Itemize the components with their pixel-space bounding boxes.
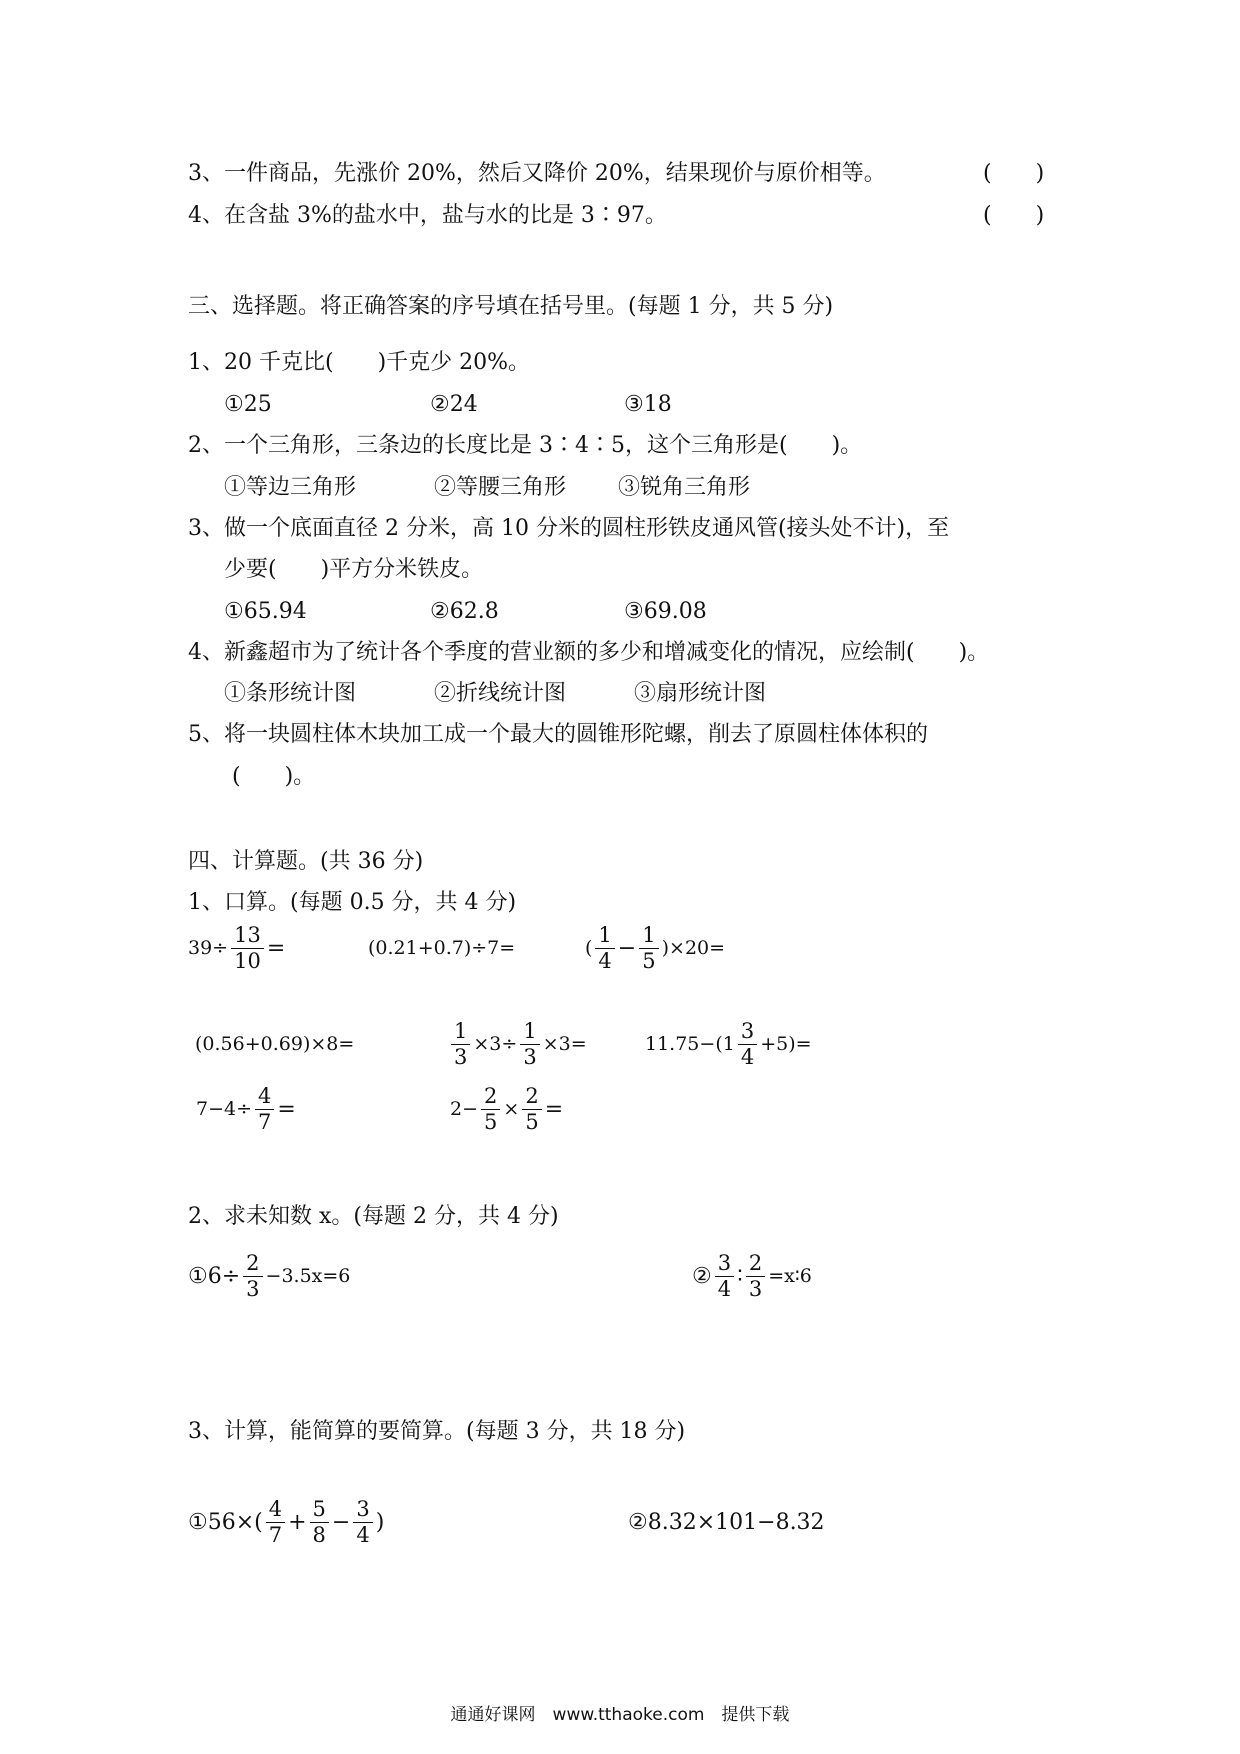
simplify-expr-2: ②8.32×101−8.32: [628, 1509, 825, 1535]
choice-heading: 三、选择题。将正确答案的序号填在括号里。(每题 1 分，共 5 分): [188, 294, 834, 319]
judgement-q4: 4、在含盐 3%的盐水中，盐与水的比是 3∶97。: [188, 203, 667, 228]
judgement-q3: 3、一件商品，先涨价 20%，然后又降价 20%，结果现价与原价相等。: [188, 161, 886, 186]
solve-eq-2: ② $\frac{3}{4}$ ∶ $\frac{2}{3}$ =x∶6: [692, 1250, 812, 1301]
choice-q2-opt3: ③锐角三角形: [618, 475, 751, 500]
choice-q5-line1: 5、将一块圆柱体木块加工成一个最大的圆锥形陀螺，削去了原圆柱体体积的: [188, 722, 928, 747]
fraction: $\frac{13}{10}$: [231, 925, 264, 972]
choice-q4: 4、新鑫超市为了统计各个季度的营业额的多少和增减变化的情况，应绘制( )。: [188, 640, 990, 665]
judgement-q3-blank[interactable]: ( ): [983, 161, 1045, 186]
choice-q3-opt2: ②62.8: [430, 599, 499, 624]
simplify-expr-1: ①56×( $\frac{4}{7}$ + $\frac{5}{8}$ − $\frac{3}{4}$ ): [188, 1496, 385, 1547]
solve-heading: 2、求未知数 x。(每题 2 分，共 4 分): [188, 1204, 559, 1229]
simplify-heading: 3、计算，能简算的要简算。(每题 3 分，共 18 分): [188, 1419, 686, 1444]
choice-q4-opt3: ③扇形统计图: [634, 681, 767, 706]
oral-expr-7: 7−4÷ $\frac{4}{7}$ =: [196, 1083, 296, 1134]
choice-q4-opt1: ①条形统计图: [224, 681, 357, 706]
solve-eq-1: ①6÷ $\frac{2}{3}$ −3.5x=6: [188, 1250, 351, 1301]
choice-q1-opt2: ②24: [430, 392, 478, 417]
oral-expr-2: (0.21+0.7)÷7=: [368, 937, 516, 959]
oral-expr-6: 11.75−(1 $\frac{3}{4}$ +5)=: [645, 1018, 812, 1069]
choice-q2-opt1: ①等边三角形: [224, 475, 357, 500]
choice-q4-opt2: ②折线统计图: [434, 681, 567, 706]
choice-q1: 1、20 千克比( )千克少 20%。: [188, 350, 531, 375]
oral-expr-5: $\frac{1}{3}$ ×3÷ $\frac{1}{3}$ ×3=: [448, 1018, 587, 1070]
choice-q3-line2: 少要( )平方分米铁皮。: [224, 557, 484, 582]
oral-expr-3: ( $\frac{1}{4}$ − $\frac{1}{5}$ )×20=: [585, 922, 726, 973]
oral-expr-1: 39÷ $\frac{13}{10}$ =: [188, 922, 286, 973]
oral-expr-4: (0.56+0.69)×8=: [195, 1033, 355, 1055]
choice-q3-opt1: ①65.94: [224, 599, 307, 624]
judgement-q4-blank[interactable]: ( ): [983, 203, 1045, 228]
choice-q2: 2、一个三角形，三条边的长度比是 3∶4∶5，这个三角形是( )。: [188, 433, 863, 458]
oral-heading: 1、口算。(每题 0.5 分，共 4 分): [188, 890, 517, 915]
choice-q3-opt3: ③69.08: [624, 599, 707, 624]
choice-q1-opt1: ①25: [224, 392, 272, 417]
choice-q2-opt2: ②等腰三角形: [434, 475, 567, 500]
footer-credit: 通通好课网 www.tthaoke.com 提供下载: [450, 1705, 790, 1725]
choice-q5-line2: ( )。: [232, 764, 316, 789]
choice-q1-opt3: ③18: [624, 392, 672, 417]
calc-heading: 四、计算题。(共 36 分): [188, 849, 424, 874]
oral-expr-8: 2− $\frac{2}{5}$ × $\frac{2}{5}$ =: [450, 1083, 564, 1134]
choice-q3-line1: 3、做一个底面直径 2 分米，高 10 分米的圆柱形铁皮通风管(接头处不计)，至: [188, 516, 950, 541]
